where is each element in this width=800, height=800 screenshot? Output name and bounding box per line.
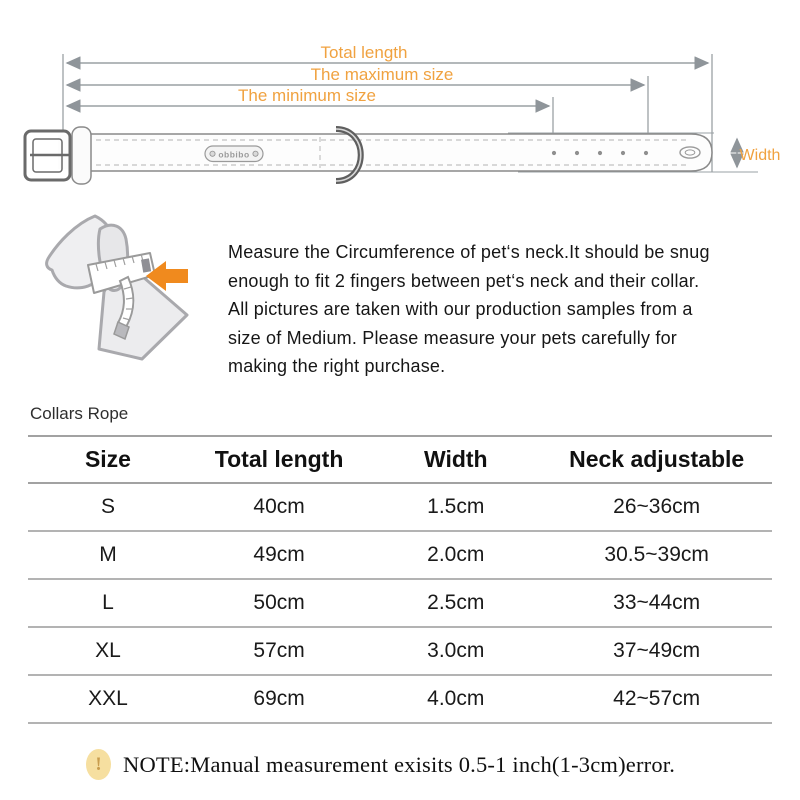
cell-width: 3.0cm <box>427 639 485 662</box>
cell-neck: 30.5~39cm <box>604 543 709 566</box>
width-label: Width <box>739 147 781 164</box>
total-length-label: Total length <box>320 43 408 62</box>
cell-total-length: 40cm <box>253 495 305 518</box>
size-chart-table <box>28 435 772 724</box>
cell-width: 2.5cm <box>427 591 485 614</box>
cell-neck: 33~44cm <box>613 591 701 614</box>
cell-size: XL <box>95 639 121 662</box>
cell-size: XXL <box>88 687 128 710</box>
measuring-instructions <box>228 238 784 381</box>
dog-measure-illustration <box>30 207 220 379</box>
cell-neck: 37~49cm <box>613 639 701 662</box>
cell-width: 2.0cm <box>427 543 485 566</box>
cell-total-length: 49cm <box>253 543 305 566</box>
cell-total-length: 50cm <box>253 591 305 614</box>
instruction-line: All pictures are taken with our production samples from a <box>228 299 693 319</box>
table-row <box>28 579 772 627</box>
table-row <box>28 675 772 723</box>
cell-width: 1.5cm <box>427 495 485 518</box>
cell-width: 4.0cm <box>427 687 485 710</box>
cell-total-length: 57cm <box>253 639 305 662</box>
table-row <box>28 483 772 531</box>
col-header-width: Width <box>423 446 488 472</box>
cell-neck: 42~57cm <box>613 687 701 710</box>
keeper-loop <box>72 127 91 184</box>
col-header-neck-adjustable: Neck adjustable <box>569 446 745 472</box>
instruction-line: enough to fit 2 fingers between pet‘s neck and their collar. <box>228 270 700 291</box>
exclamation-icon: ! <box>86 749 111 780</box>
cell-size: L <box>102 591 114 614</box>
instruction-line: making the right purchase. <box>228 356 446 376</box>
cell-size: S <box>100 495 115 518</box>
maximum-size-label: The maximum size <box>310 65 454 84</box>
brand-text: obbibo <box>218 149 250 160</box>
cell-total-length: 69cm <box>253 687 305 710</box>
table-row <box>28 531 772 579</box>
minimum-size-label: The minimum size <box>238 86 376 105</box>
cell-size: M <box>99 543 117 566</box>
col-header-total-length: Total length <box>214 446 344 472</box>
collar-illustration <box>25 127 712 184</box>
note-text: NOTE:Manual measurement exisits 0.5-1 inch(1-3cm)error. <box>123 751 676 777</box>
instruction-line: size of Medium. Please measure your pets carefully for <box>228 327 677 348</box>
table-header-row <box>28 436 772 483</box>
col-header-size: Size <box>84 446 131 472</box>
cell-neck: 26~36cm <box>613 495 701 518</box>
brand-plate <box>205 146 263 162</box>
note-row <box>86 749 675 780</box>
size-chart-caption: Collars Rope <box>30 404 129 423</box>
table-row <box>28 627 772 675</box>
collar-measure-diagram <box>0 0 800 212</box>
instruction-line: Measure the Circumference of pet‘s neck.It should be snug <box>228 242 710 262</box>
